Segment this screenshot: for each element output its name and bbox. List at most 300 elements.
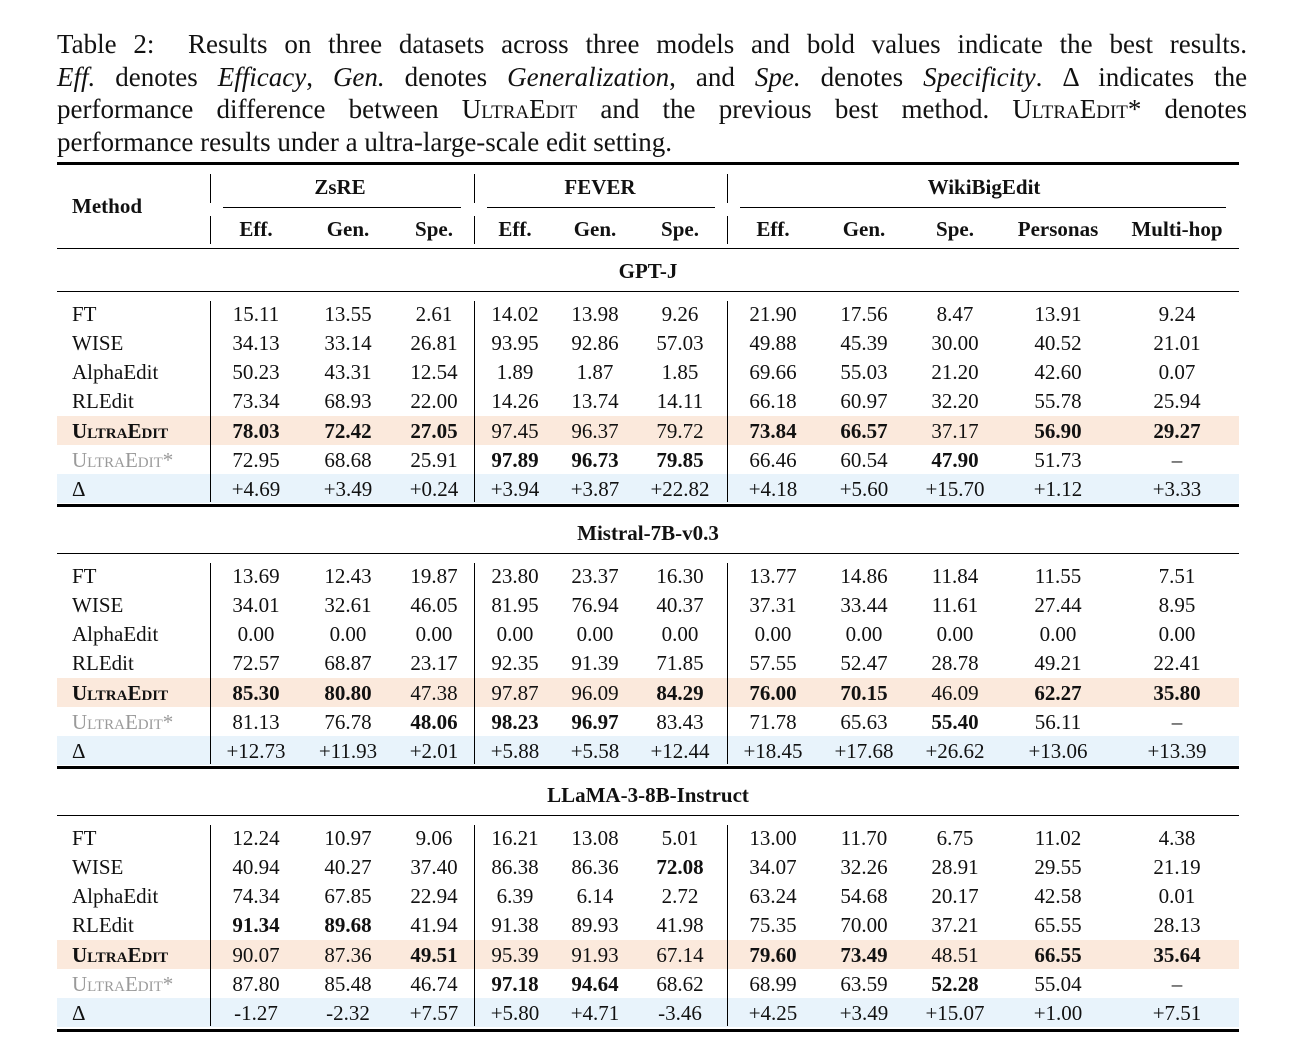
table-cell: 28.78: [931, 651, 979, 676]
table-cell: +3.49: [839, 1001, 889, 1026]
table-cell: +3.49: [323, 477, 373, 502]
table-cell: +1.12: [1033, 477, 1083, 502]
table-cell: -1.27: [234, 1001, 278, 1026]
table-cell: 33.14: [324, 330, 372, 355]
table-cell: 0.00: [329, 622, 367, 647]
table-cell: 51.73: [1034, 448, 1082, 472]
table-cell: 34.01: [232, 592, 280, 617]
table-cell: 46.09: [931, 680, 979, 705]
table-cell: 1.85: [661, 360, 699, 385]
table-cell: 35.64: [1153, 942, 1201, 967]
table-cell: 6.39: [496, 884, 534, 909]
table-cell: 0.00: [845, 622, 883, 647]
table-cell: +2.01: [409, 739, 459, 764]
column-header: Eff.: [756, 217, 790, 241]
table-cell: 81.13: [232, 710, 280, 734]
table-cell: 40.27: [324, 854, 372, 879]
table-cell: 34.07: [749, 854, 797, 879]
table-cell: +17.68: [834, 739, 894, 764]
table-cell: 94.64: [571, 972, 619, 996]
table-cell: 74.34: [232, 884, 280, 909]
table-cell: 89.68: [324, 913, 372, 938]
table-cell: 96.09: [571, 680, 619, 705]
table-cell: 23.80: [491, 563, 539, 588]
table-cell: 21.01: [1153, 330, 1201, 355]
table-cell: 73.34: [232, 389, 280, 414]
table-cell: 70.00: [840, 913, 888, 938]
table-cell: 49.21: [1034, 651, 1082, 676]
table-cell: 68.62: [656, 972, 704, 996]
table-cell: 68.68: [324, 448, 372, 472]
table-cell: +13.06: [1028, 739, 1088, 764]
table-cell: 47.90: [931, 448, 979, 472]
table-cell: 79.60: [749, 942, 797, 967]
table-cell: 67.85: [324, 884, 372, 909]
table-cell: 85.48: [324, 972, 372, 996]
table-cell: 28.91: [931, 854, 979, 879]
table-cell: 86.38: [491, 854, 539, 879]
table-cell: 13.08: [571, 825, 619, 850]
table-cell: 34.13: [232, 330, 280, 355]
table-cell: 91.34: [232, 913, 280, 938]
table-cell: 80.80: [324, 680, 372, 705]
table-cell: 97.18: [491, 972, 539, 996]
table-cell: 67.14: [656, 942, 704, 967]
table-cell: 13.55: [324, 301, 372, 326]
section-vline-2: [727, 563, 728, 764]
table-cell: 71.78: [749, 710, 797, 734]
table-cell: +4.71: [570, 1001, 620, 1026]
table-cell: 17.56: [840, 301, 888, 326]
table-cell: +1.00: [1033, 1001, 1083, 1026]
table-cell: 85.30: [232, 680, 280, 705]
header-vline-bottom-2: [727, 216, 728, 244]
row-label: UltraEdit*: [72, 448, 174, 472]
group-header-wikibigedit: WikiBigEdit: [927, 175, 1041, 199]
table-cell: 21.19: [1153, 854, 1201, 879]
section-vline-1: [474, 563, 475, 764]
section-vline-0: [210, 301, 211, 502]
table-cell: 22.41: [1153, 651, 1201, 676]
table-cell: 55.04: [1034, 972, 1082, 996]
table-cell: 72.57: [232, 651, 280, 676]
table-cell: 55.78: [1034, 389, 1082, 414]
table-cell: 69.66: [749, 360, 797, 385]
table-cell: 42.58: [1034, 884, 1082, 909]
table-cell: 11.02: [1034, 825, 1082, 850]
table-cell: 9.24: [1158, 301, 1196, 326]
table-cell: 76.78: [324, 710, 372, 734]
table-cell: 41.94: [410, 913, 458, 938]
table-cell: 14.86: [840, 563, 888, 588]
table-cell: 6.14: [576, 884, 614, 909]
table-cell: +3.33: [1152, 477, 1202, 502]
table-cell: 37.31: [749, 592, 797, 617]
table-cell: 13.77: [749, 563, 797, 588]
table-cell: 40.94: [232, 854, 280, 879]
table-cell: 91.93: [571, 942, 619, 967]
table-cell: 9.06: [415, 825, 453, 850]
table-cell: 35.80: [1153, 680, 1201, 705]
table-cell: 98.23: [491, 710, 539, 734]
table-cell: 73.84: [749, 418, 797, 443]
column-header: Spe.: [661, 217, 699, 241]
header-vline-bottom-1: [474, 216, 475, 244]
table-cell: +5.60: [839, 477, 889, 502]
table-cell: +5.58: [570, 739, 620, 764]
method-header: Method: [72, 194, 142, 218]
table-cell: +5.88: [490, 739, 540, 764]
table-cell: 62.27: [1034, 680, 1082, 705]
row-label: Δ: [72, 739, 86, 764]
table-cell: 2.61: [415, 301, 453, 326]
table-cell: 97.45: [491, 418, 539, 443]
section-vline-2: [727, 301, 728, 502]
table-cell: 66.46: [749, 448, 797, 472]
section-title: LLaMA-3-8B-Instruct: [547, 783, 749, 807]
table-cell: 13.00: [749, 825, 797, 850]
table-cell: 52.47: [840, 651, 888, 676]
table-cell: 42.60: [1034, 360, 1082, 385]
row-label: AlphaEdit: [72, 622, 159, 647]
group-underline-2: [740, 207, 1226, 208]
table-cell: 91.38: [491, 913, 539, 938]
table-cell: 8.47: [936, 301, 974, 326]
table-cell: 6.75: [936, 825, 974, 850]
caption-line-1: Table 2: Results on three datasets across three models and bold values indicate the best results.: [57, 29, 1248, 59]
table-cell: 11.84: [931, 563, 979, 588]
table-cell: 11.61: [931, 592, 979, 617]
group-header-fever: FEVER: [564, 175, 636, 199]
table-cell: +15.70: [925, 477, 985, 502]
table-cell: 75.35: [749, 913, 797, 938]
table-cell: 89.93: [571, 913, 619, 938]
row-label: Δ: [72, 477, 86, 502]
table-cell: 45.39: [840, 330, 888, 355]
column-header: Multi-hop: [1131, 217, 1223, 241]
table-cell: 57.55: [749, 651, 797, 676]
header-bottom-rule: [57, 248, 1239, 249]
table-cell: 13.69: [232, 563, 280, 588]
row-label: UltraEdit*: [72, 972, 174, 996]
table-cell: 66.18: [749, 389, 797, 414]
row-label: FT: [72, 301, 97, 326]
table-cell: 14.11: [656, 389, 704, 414]
section-vline-2: [727, 825, 728, 1026]
table-cell: 54.68: [840, 884, 888, 909]
table-cell: 87.36: [324, 942, 372, 967]
table-cell: 12.43: [324, 563, 372, 588]
table-cell: 27.44: [1034, 592, 1082, 617]
caption-line-3: performance difference between UltraEdit and the previous best method. UltraEdit* denotes: [57, 94, 1248, 124]
row-label: RLEdit: [72, 651, 134, 676]
header-vline-top-0: [210, 174, 211, 203]
table-cell: 46.74: [410, 972, 458, 996]
table-cell: 0.01: [1158, 884, 1196, 909]
table-cell: 16.21: [491, 825, 539, 850]
table-cell: 76.00: [749, 680, 797, 705]
table-cell: 73.49: [840, 942, 888, 967]
table-cell: -2.32: [326, 1001, 370, 1026]
table-cell: 4.38: [1158, 825, 1196, 850]
table-cell: 65.55: [1034, 913, 1082, 938]
caption-line-4: performance results under a ultra-large-scale edit setting.: [57, 126, 672, 157]
table-caption: [57, 28, 1247, 158]
table-cell: 47.38: [410, 680, 458, 705]
row-label: UltraEdit: [72, 680, 169, 705]
header-vline-top-1: [474, 174, 475, 203]
row-label: UltraEdit: [72, 418, 169, 443]
section-vline-1: [474, 301, 475, 502]
table-cell: +7.57: [409, 1001, 459, 1026]
table-cell: 14.02: [491, 301, 539, 326]
table-cell: 71.85: [656, 651, 704, 676]
column-header: Gen.: [573, 217, 617, 241]
table-cell: 72.08: [656, 854, 704, 879]
table-cell: 0.07: [1158, 360, 1196, 385]
table-cell: +12.73: [226, 739, 286, 764]
row-label: RLEdit: [72, 913, 134, 938]
table-cell: 11.55: [1034, 563, 1082, 588]
table-cell: 25.94: [1153, 389, 1201, 414]
table-cell: 22.94: [410, 884, 458, 909]
table-cell: +3.94: [490, 477, 540, 502]
table-cell: 14.26: [491, 389, 539, 414]
table-cell: 23.17: [410, 651, 458, 676]
table-cell: +5.80: [490, 1001, 540, 1026]
table-cell: 0.00: [661, 622, 699, 647]
table-cell: 40.52: [1034, 330, 1082, 355]
table-cell: –: [1171, 448, 1183, 472]
table-cell: 21.90: [749, 301, 797, 326]
table-cell: 76.94: [571, 592, 619, 617]
table-cell: 0.00: [576, 622, 614, 647]
table-cell: 48.51: [931, 942, 979, 967]
header-vline-top-2: [727, 174, 728, 203]
table-cell: 55.03: [840, 360, 888, 385]
header-vline-bottom-0: [210, 216, 211, 244]
row-label: FT: [72, 563, 97, 588]
group-header-zsre: ZsRE: [314, 175, 366, 199]
table-cell: 0.00: [936, 622, 974, 647]
table-cell: +12.44: [650, 739, 710, 764]
table-cell: 32.61: [324, 592, 372, 617]
table-cell: +4.25: [748, 1001, 798, 1026]
table-cell: +4.69: [231, 477, 281, 502]
table-cell: 63.24: [749, 884, 797, 909]
group-underline-0: [223, 207, 461, 208]
column-header: Personas: [1017, 217, 1099, 241]
table-cell: 49.88: [749, 330, 797, 355]
row-label: UltraEdit: [72, 942, 169, 967]
table-cell: 48.06: [410, 710, 458, 734]
column-header: Gen.: [326, 217, 370, 241]
table-cell: 43.31: [324, 360, 372, 385]
table-cell: 32.26: [840, 854, 888, 879]
row-label: RLEdit: [72, 389, 134, 414]
table-cell: –: [1171, 710, 1183, 734]
table-cell: 10.97: [324, 825, 372, 850]
table-cell: 96.97: [571, 710, 619, 734]
table-cell: +4.18: [748, 477, 798, 502]
table-cell: 25.91: [410, 448, 458, 472]
section-title-rule: [57, 291, 1239, 292]
table-cell: 81.95: [491, 592, 539, 617]
table-cell: 92.35: [491, 651, 539, 676]
table-cell: 0.00: [496, 622, 534, 647]
section-title: GPT-J: [618, 259, 678, 283]
table-cell: 30.00: [931, 330, 979, 355]
table-cell: 23.37: [571, 563, 619, 588]
section-title: Mistral-7B-v0.3: [577, 521, 719, 545]
row-label: UltraEdit*: [72, 710, 174, 734]
table-cell: 1.89: [496, 360, 534, 385]
column-header: Eff.: [498, 217, 532, 241]
table-cell: 0.00: [754, 622, 792, 647]
table-cell: 13.91: [1034, 301, 1082, 326]
table-cell: 68.87: [324, 651, 372, 676]
table-cell: 65.63: [840, 710, 888, 734]
table-cell: 29.55: [1034, 854, 1082, 879]
table-cell: 0.00: [1158, 622, 1196, 647]
section-title-rule: [57, 553, 1239, 554]
row-label: WISE: [72, 330, 124, 355]
table-cell: 0.00: [1039, 622, 1077, 647]
table-cell: 92.86: [571, 330, 619, 355]
table-cell: 83.43: [656, 710, 704, 734]
table-cell: 21.20: [931, 360, 979, 385]
column-header: Eff.: [239, 217, 273, 241]
row-label: AlphaEdit: [72, 360, 159, 385]
table-cell: 60.54: [840, 448, 888, 472]
table-cell: 32.20: [931, 389, 979, 414]
row-label: WISE: [72, 854, 124, 879]
section-bottom-rule: [57, 766, 1239, 769]
table-cell: 68.99: [749, 972, 797, 996]
table-cell: 46.05: [410, 592, 458, 617]
section-bottom-rule: [57, 1029, 1239, 1032]
row-label: WISE: [72, 592, 124, 617]
row-label: FT: [72, 825, 97, 850]
table-cell: +0.24: [409, 477, 459, 502]
table-cell: 27.05: [410, 418, 458, 443]
table-cell: 97.89: [491, 448, 539, 472]
table-cell: 56.90: [1034, 418, 1082, 443]
section-title-rule: [57, 815, 1239, 816]
table-cell: +15.07: [925, 1001, 985, 1026]
group-underline-1: [487, 207, 715, 208]
table-cell: 93.95: [491, 330, 539, 355]
table-cell: 90.07: [232, 942, 280, 967]
table-cell: +7.51: [1152, 1001, 1202, 1026]
row-label: AlphaEdit: [72, 884, 159, 909]
table-cell: 28.13: [1153, 913, 1201, 938]
table-cell: 9.26: [661, 301, 699, 326]
table-cell: 11.70: [840, 825, 888, 850]
table-cell: 49.51: [410, 942, 458, 967]
table-cell: 8.95: [1158, 592, 1196, 617]
caption-line-2: Eff. denotes Efficacy, Gen. denotes Generalization, and Spe. denotes Specificity. Δ indicates the: [57, 61, 1248, 92]
table-cell: 13.74: [571, 389, 619, 414]
table-cell: 72.95: [232, 448, 280, 472]
table-cell: 97.87: [491, 680, 539, 705]
table-cell: -3.46: [658, 1001, 702, 1026]
table-cell: 33.44: [840, 592, 888, 617]
table-cell: 86.36: [571, 854, 619, 879]
table-cell: 40.37: [656, 592, 704, 617]
table-cell: +26.62: [925, 739, 985, 764]
section-bottom-rule: [57, 504, 1239, 507]
table-cell: 5.01: [661, 825, 699, 850]
table-cell: 29.27: [1153, 418, 1201, 443]
section-vline-1: [474, 825, 475, 1026]
table-cell: 66.57: [840, 418, 888, 443]
table-cell: 63.59: [840, 972, 888, 996]
table-cell: 96.73: [571, 448, 619, 472]
table-cell: 37.21: [931, 913, 979, 938]
table-cell: 50.23: [232, 360, 280, 385]
table-cell: 12.24: [232, 825, 280, 850]
table-cell: 0.00: [237, 622, 275, 647]
table-cell: 37.17: [931, 418, 979, 443]
table-cell: 78.03: [232, 418, 280, 443]
table-cell: 96.37: [571, 418, 619, 443]
table-cell: 52.28: [931, 972, 979, 996]
table-cell: 16.30: [656, 563, 704, 588]
table-cell: 22.00: [410, 389, 458, 414]
table-cell: 0.00: [415, 622, 453, 647]
table-cell: 95.39: [491, 942, 539, 967]
table-cell: 79.72: [656, 418, 704, 443]
table-cell: 55.40: [931, 710, 979, 734]
table-cell: 68.93: [324, 389, 372, 414]
table-cell: 12.54: [410, 360, 458, 385]
table-cell: 70.15: [840, 680, 888, 705]
column-header: Gen.: [842, 217, 886, 241]
table-cell: 20.17: [931, 884, 979, 909]
table-cell: 15.11: [232, 301, 280, 326]
table-cell: 7.51: [1158, 563, 1196, 588]
table-cell: +11.93: [318, 739, 378, 764]
table-cell: 66.55: [1034, 942, 1082, 967]
table-cell: +22.82: [650, 477, 710, 502]
row-label: Δ: [72, 1001, 86, 1026]
table-cell: +13.39: [1147, 739, 1207, 764]
section-vline-0: [210, 563, 211, 764]
table-cell: 37.40: [410, 854, 458, 879]
section-vline-0: [210, 825, 211, 1026]
table-top-rule: [57, 162, 1239, 165]
table-cell: 72.42: [324, 418, 372, 443]
table-cell: +18.45: [743, 739, 803, 764]
table-cell: –: [1171, 972, 1183, 996]
table-cell: 41.98: [656, 913, 704, 938]
table-cell: 19.87: [410, 563, 458, 588]
table-cell: 2.72: [661, 884, 699, 909]
table-cell: 56.11: [1034, 710, 1082, 734]
table-cell: 84.29: [656, 680, 704, 705]
table-cell: 57.03: [656, 330, 704, 355]
table-cell: 79.85: [656, 448, 704, 472]
table-cell: +3.87: [570, 477, 620, 502]
table-cell: 87.80: [232, 972, 280, 996]
column-header: Spe.: [936, 217, 974, 241]
table-cell: 26.81: [410, 330, 458, 355]
table-cell: 91.39: [571, 651, 619, 676]
table-cell: 60.97: [840, 389, 888, 414]
table-cell: 1.87: [576, 360, 614, 385]
table-cell: 13.98: [571, 301, 619, 326]
